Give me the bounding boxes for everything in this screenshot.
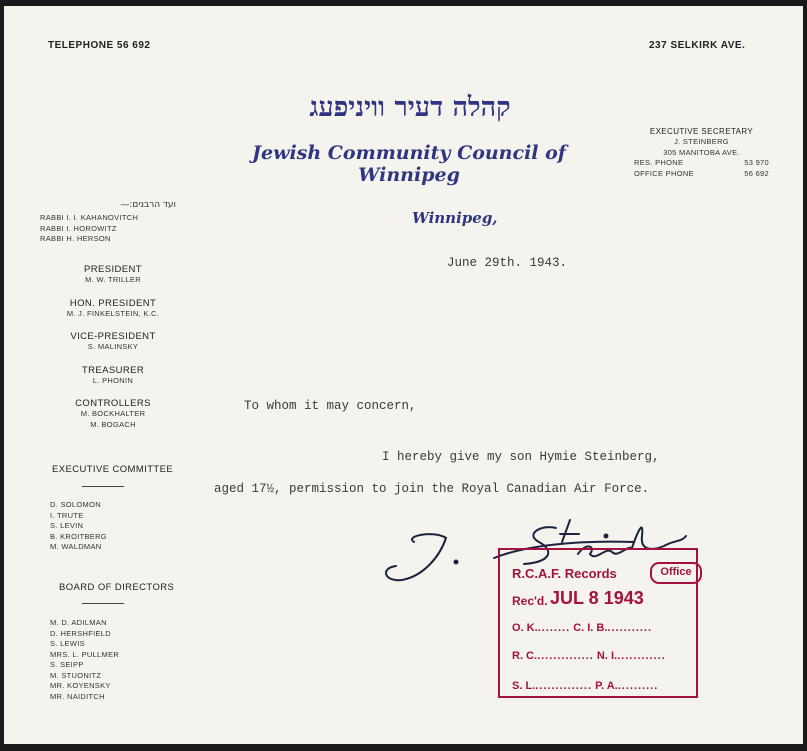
officers-sidebar <box>40 200 190 245</box>
rcaf-received-stamp <box>498 548 698 698</box>
board-member: MR. NAIDITCH <box>50 691 105 701</box>
stamp-pa-label: P. A. <box>595 680 618 692</box>
board-member: S. LEWIS <box>50 639 85 648</box>
stamp-cib-label: C. I. B. <box>573 622 608 634</box>
telephone-header: TELEPHONE 56 692 <box>48 40 151 51</box>
stamp-title: R.C.A.F. Records <box>512 566 617 581</box>
officers-list <box>38 264 188 430</box>
board-member: S. SEIPP <box>50 660 84 669</box>
controllers-title: CONTROLLERS <box>75 398 151 409</box>
res-phone-label: RES. PHONE <box>634 158 684 167</box>
board-member: MRS. L. PULLMER <box>50 649 120 659</box>
committee-member: B. KROITBERG <box>50 531 107 541</box>
stamp-sl-row: S. L............... P. A........... <box>512 680 659 692</box>
stamp-ni-label: N. I. <box>596 650 618 662</box>
office-phone-label: OFFICE PHONE <box>634 168 694 178</box>
rabbi-1: RABBI I. I. KAHANOVITCH <box>40 213 139 222</box>
stamp-received-date: JUL 8 1943 <box>550 588 644 608</box>
executive-committee-list <box>50 500 107 553</box>
english-title: Jewish Community Council of Winnipeg <box>252 142 566 186</box>
exec-secretary-name: J. STEINBERG <box>674 137 729 146</box>
committee-member: M. WALDMAN <box>50 542 102 551</box>
body-line-1: I hereby give my son Hymie Steinberg, <box>382 450 660 464</box>
board-list <box>50 618 119 702</box>
exec-secretary-address: 305 MANITOBA AVE. <box>663 147 740 157</box>
executive-secretary-block <box>634 126 769 179</box>
hon-president-title: HON. PRESIDENT <box>69 297 157 309</box>
city-heading: Winnipeg, <box>412 209 498 227</box>
controller-1: M. BOCKHALTER <box>80 409 146 418</box>
committee-member: I. TRUTE <box>50 510 84 520</box>
salutation: To whom it may concern, <box>244 399 417 413</box>
office-phone-value: 56 692 <box>744 168 769 178</box>
address-header: 237 SELKIRK AVE. <box>649 40 746 51</box>
exec-secretary-title: EXECUTIVE SECRETARY <box>649 127 754 136</box>
hebrew-rabbis-heading: ועד הרבנים:— <box>120 200 176 210</box>
divider <box>82 603 124 604</box>
res-phone-value: 53 970 <box>744 158 769 167</box>
board-of-directors-title: BOARD OF DIRECTORS <box>59 582 175 593</box>
committee-member: S. LEVIN <box>50 521 84 530</box>
letter-date: June 29th. 1943. <box>447 256 568 270</box>
hebrew-title: קהלה דעיר וויניפעג <box>309 92 511 123</box>
stamp-sl-label: S. L. <box>512 680 536 692</box>
rabbi-2: RABBI I. HOROWITZ <box>40 223 117 233</box>
rabbi-3: RABBI H. HERSON <box>40 234 111 243</box>
hon-president-name: M. J. FINKELSTEIN, K.C. <box>66 308 160 318</box>
body-line-2: aged 17½, permission to join the Royal Canadian Air Force. <box>214 482 650 496</box>
stamp-received-label: Rec'd. <box>512 594 548 608</box>
stamp-rc-label: R. C. <box>512 650 538 662</box>
treasurer-title: TREASURER <box>81 364 145 376</box>
vice-president-title: VICE-PRESIDENT <box>70 331 156 342</box>
executive-committee-title: EXECUTIVE COMMITTEE <box>52 464 174 475</box>
stamp-ok-label: O. K. <box>512 622 538 634</box>
president-title: PRESIDENT <box>84 264 142 275</box>
board-member: M. STUONITZ <box>50 670 102 680</box>
treasurer-name: L. PHONIN <box>92 375 134 385</box>
controller-2: M. BOGACH <box>90 419 136 429</box>
vice-president-name: S. MALINSKY <box>87 342 139 351</box>
office-phone-row <box>634 169 769 180</box>
letter-page <box>4 6 803 744</box>
stamp-office-oval: Office <box>650 562 702 584</box>
president-name: M. W. TRILLER <box>85 275 141 284</box>
board-member: MR. KOYENSKY <box>50 681 111 690</box>
stamp-rc-row: R. C............... N. I............. <box>512 650 666 662</box>
stamp-ok-row: O. K......... C. I. B............ <box>512 622 653 634</box>
committee-member: D. SOLOMON <box>50 500 101 509</box>
divider <box>82 486 124 487</box>
res-phone-row <box>634 158 769 169</box>
board-member: M. D. ADILMAN <box>50 618 107 627</box>
board-member: D. HERSHFIELD <box>50 628 111 638</box>
